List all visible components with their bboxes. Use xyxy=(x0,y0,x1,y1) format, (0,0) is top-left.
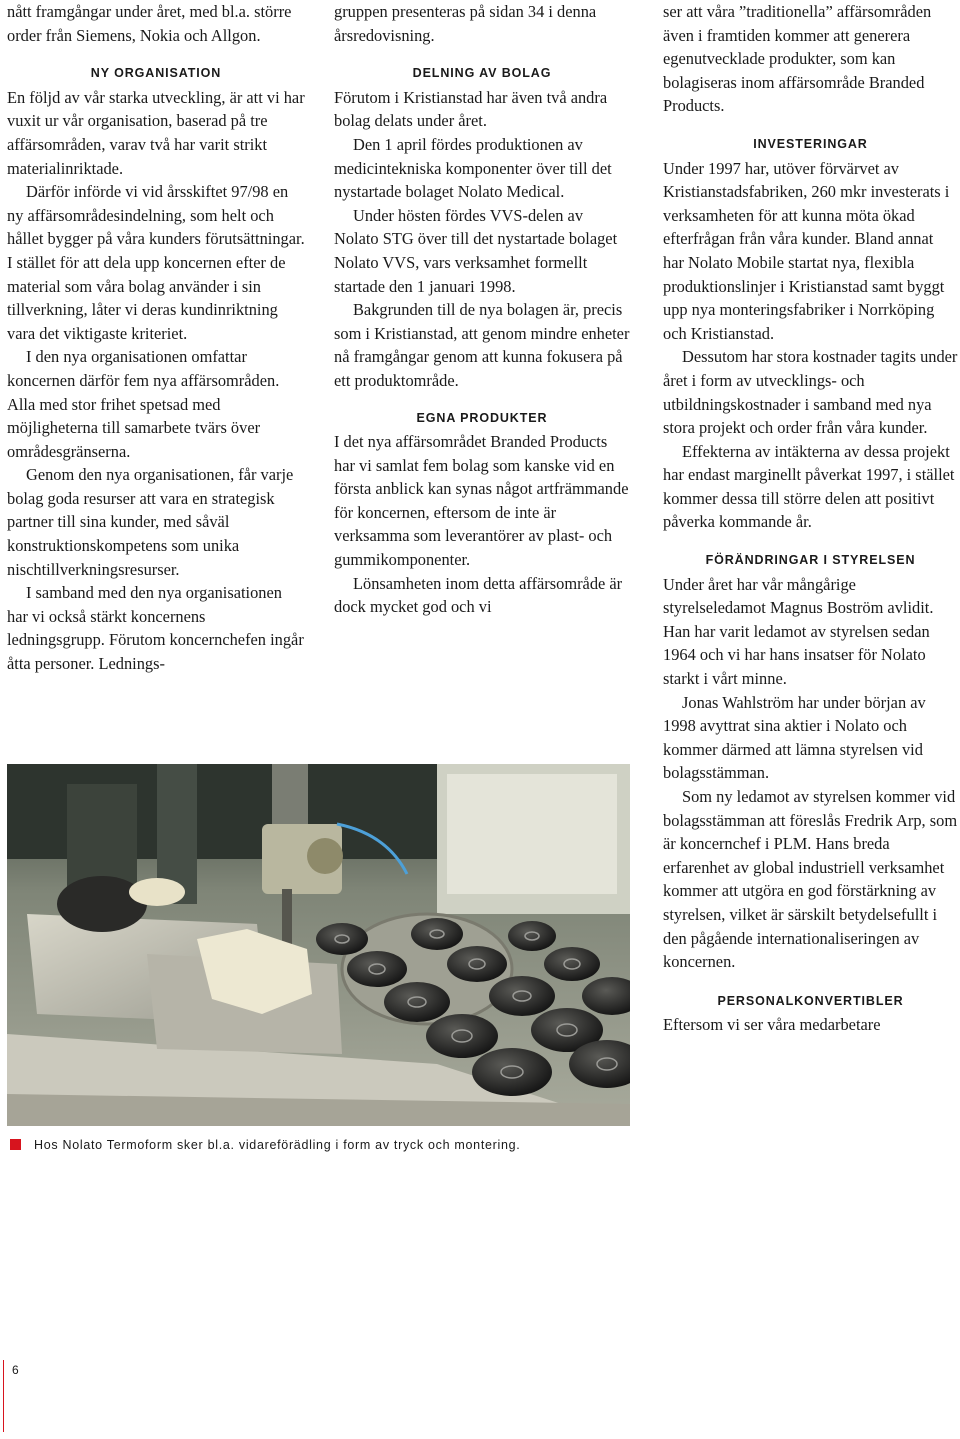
paragraph: Lönsamheten inom detta affärsområde är dock mycket god och vi xyxy=(334,573,623,617)
section-heading-forandringar-i-styrelsen: FÖRÄNDRINGAR I STYRELSEN xyxy=(705,553,916,568)
paragraph: I samband med den nya organisationen har vi också stärkt koncernens ledningsgrupp. Förutom koncernchefen ingår åtta personer. Lednings- xyxy=(7,583,304,674)
section-heading-delning-av-bolag: DELNING AV BOLAG xyxy=(412,66,552,81)
text-column-3 xyxy=(663,0,958,1037)
text-column-1 xyxy=(7,0,305,676)
factory-photo xyxy=(7,764,630,1126)
paragraph: Under hösten fördes VVS-delen av Nolato STG över till det nystartade bolaget Nolato VVS, vars verksamhet formellt startade den 1 januari 1998. xyxy=(334,205,618,296)
paragraph: Förutom i Kristianstad har även två andra bolag delats under året. xyxy=(334,87,608,131)
paragraph: Den 1 april fördes produktionen av medicintekniska komponenter över till det nystartade bolaget Nolato Medical. xyxy=(334,134,612,202)
paragraph: Eftersom vi ser våra medarbetare xyxy=(663,1015,881,1035)
paragraph: Under året har vår mångårige styrelseledamot Magnus Boström avlidit. Han har varit ledamot av styrelsen sedan 1964 och vi har hans insatser för Nolato starkt i vårt minne. xyxy=(663,574,934,689)
page-number-rule xyxy=(3,1360,4,1432)
paragraph: Bakgrunden till de nya bolagen är, precis som i Kristianstad, att genom mindre enheter nå framgångar genom att kunna fokusera på ett produktområde. xyxy=(334,300,630,390)
photo-caption: Hos Nolato Termoform sker bl.a. vidareförädling i form av tryck och montering. xyxy=(34,1138,521,1152)
paragraph: En följd av vår starka utveckling, är att vi har vuxit ur vår organisation, baserad på tre affärsområden, varav två har varit strikt materialinriktade. xyxy=(7,87,305,178)
paragraph: ser att våra ”traditionella” affärsområden även i framtiden kommer att generera egenutvecklade produkter, som kan bolagiseras inom affärsområde Branded Products. xyxy=(663,2,932,116)
paragraph: gruppen presenteras på sidan 34 i denna årsredovisning. xyxy=(334,2,597,45)
page-number: 6 xyxy=(12,1363,19,1377)
text-column-2 xyxy=(334,0,630,619)
section-heading-investeringar: INVESTERINGAR xyxy=(753,136,868,151)
paragraph: Effekterna av intäkterna av dessa projekt har endast marginellt påverkat 1997, i stället kommer dessa till större delen att positivt påverka kommande år. xyxy=(663,441,955,532)
paragraph: I det nya affärsområdet Branded Products har vi samlat fem bolag som kanske vid en första anblick kan synas något artfrämmande för koncernen, eftersom de inte är verksamma som leverantörer av plast- och gummikomponenter. xyxy=(334,432,629,570)
section-heading-ny-organisation: NY ORGANISATION xyxy=(90,66,222,81)
caption-marker xyxy=(10,1139,21,1150)
paragraph: Genom den nya organisationen, får varje bolag goda resurser att vara en strategisk partner till sina kunder, med såväl konstruktionskompetens som unika nischtillverkningsresurser. xyxy=(7,465,294,579)
paragraph: I den nya organisationen omfattar koncernen därför fem nya affärsområden. Alla med stor frihet spetsad med möjligheterna till samarbete tvärs över områdesgränserna. xyxy=(7,347,280,461)
section-heading-personalkonvertibler: PERSONALKONVERTIBLER xyxy=(717,993,904,1008)
paragraph: Jonas Wahlström har under början av 1998 avyttrat sina aktier i Nolato och kommer därmed att lämna styrelsen vid bolagsstämman. xyxy=(663,692,926,783)
paragraph: nått framgångar under året, med bl.a. större order från Siemens, Nokia och Allgon. xyxy=(7,2,292,45)
paragraph: Därför införde vi vid årsskiftet 97/98 en ny affärsområdesindelning, som helt och hållet bygger på våra kunders förutsättningar. I stället för att dela upp koncernen efter de material som våra bolag använder i sin tillverkning, låter vi deras kundinriktning vara det viktigaste kriteriet. xyxy=(7,182,305,343)
section-heading-egna-produkter: EGNA PRODUKTER xyxy=(416,410,548,425)
paragraph: Som ny ledamot av styrelsen kommer vid bolagsstämman att föreslås Fredrik Arp, som är koncernchef i PLM. Hans breda erfarenhet av global industriell verksamhet kommer att utgöra en god förstärkning av styrelsen, vilket är särskilt betydelsefullt i den pågående internationaliseringen av koncernen. xyxy=(663,787,958,972)
paragraph: Under 1997 har, utöver förvärvet av Kristianstadsfabriken, 260 mkr investerats i verksamheten för att kunna möta ökad efterfrågan från våra kunder. Bland annat har Nolato Mobile startat nya, flexibla produktionslinjer i Kristianstad samt byggt upp nya monteringsfabriker i Norrköping och Kristianstad. xyxy=(663,158,950,343)
paragraph: Dessutom har stora kostnader tagits under året i form av utvecklings- och utbildningskostnader i samband med nya stora projekt och order från våra kunder. xyxy=(663,347,958,438)
